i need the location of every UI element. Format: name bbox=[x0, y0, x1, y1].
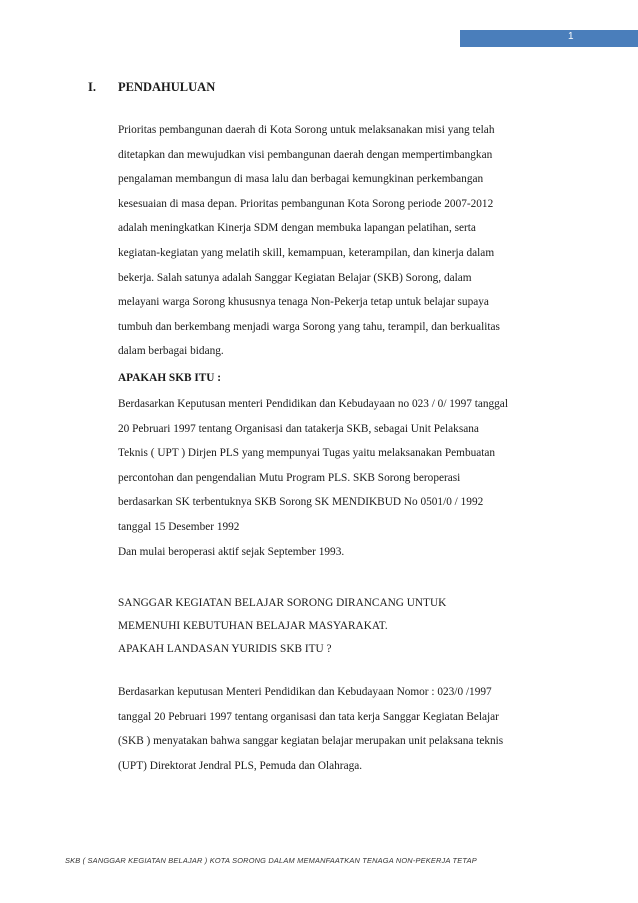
intro-paragraph bbox=[118, 118, 578, 364]
landasan-line: (SKB ) menyatakan bahwa sanggar kegiatan belajar merupakan unit pelaksana teknis bbox=[118, 735, 504, 748]
sanggar-line: SANGGAR KEGIATAN BELAJAR SORONG DIRANCANG UNTUK bbox=[118, 597, 447, 609]
skb-line: Berdasarkan Keputusan menteri Pendidikan dan Kebudayaan no 023 / 0/ 1997 tanggal bbox=[118, 398, 508, 410]
landasan-line: (UPT) Direktorat Jendral PLS, Pemuda dan Olahraga. bbox=[118, 759, 363, 772]
intro-line: tumbuh dan berkembang menjadi warga Sorong yang tahu, terampil, dan berkualitas bbox=[118, 320, 500, 333]
landasan-line: tanggal 20 Pebruari 1997 tentang organisasi dan tata kerja Sanggar Kegiatan Belajar bbox=[118, 710, 499, 723]
skb-line: berdasarkan SK terbentuknya SKB Sorong SK MENDIKBUD No 0501/0 / 1992 bbox=[118, 496, 484, 509]
skb-line: 20 Pebruari 1997 tentang Organisasi dan tatakerja SKB, sebagai Unit Pelaksana bbox=[118, 422, 479, 435]
skb-line: Dan mulai beroperasi aktif sejak September 1993. bbox=[118, 545, 345, 558]
intro-line: pengalaman membangun di masa lalu dan berbagai kemungkinan perkembangan bbox=[118, 173, 484, 186]
skb-line: tanggal 15 Desember 1992 bbox=[118, 520, 240, 533]
intro-line: kesesuaian di masa depan. Prioritas pembangunan Kota Sorong periode 2007-2012 bbox=[118, 197, 494, 210]
skb-line: percontohan dan pengendalian Mutu Program PLS. SKB Sorong beroperasi bbox=[118, 471, 461, 484]
landasan-line: Berdasarkan keputusan Menteri Pendidikan dan Kebudayaan Nomor : 023/0 /1997 bbox=[118, 686, 492, 698]
intro-line: ditetapkan dan mewujudkan visi pembangunan daerah dengan mempertimbangkan bbox=[118, 148, 493, 161]
sanggar-paragraph bbox=[118, 592, 578, 661]
skb-heading: APAKAH SKB ITU : bbox=[118, 372, 222, 384]
intro-line: kegiatan-kegiatan yang melatih skill, kemampuan, keterampilan, dan kinerja dalam bbox=[118, 246, 495, 259]
section-title: PENDAHULUAN bbox=[118, 80, 216, 94]
landasan-paragraph bbox=[118, 680, 578, 778]
intro-line: bekerja. Salah satunya adalah Sanggar Kegiatan Belajar (SKB) Sorong, dalam bbox=[118, 271, 472, 284]
section-number: I. bbox=[88, 80, 96, 94]
intro-line: adalah meningkatkan Kinerja SDM dengan membuka lapangan pelatihan, serta bbox=[118, 222, 476, 235]
skb-paragraph bbox=[118, 392, 578, 564]
skb-line: Teknis ( UPT ) Dirjen PLS yang mempunyai Tugas yaitu melaksanakan Pembuatan bbox=[118, 447, 496, 460]
intro-line: Prioritas pembangunan daerah di Kota Sorong untuk melaksanakan misi yang telah bbox=[118, 124, 495, 136]
page-number: 1 bbox=[568, 31, 574, 42]
page-number-bar bbox=[460, 30, 638, 47]
intro-line: melayani warga Sorong khususnya tenaga Non-Pekerja tetap untuk belajar supaya bbox=[118, 296, 489, 309]
sanggar-line: MEMENUHI KEBUTUHAN BELAJAR MASYARAKAT. bbox=[118, 620, 388, 632]
page-footer: SKB ( SANGGAR KEGIATAN BELAJAR ) KOTA SORONG DALAM MEMANFAATKAN TENAGA NON-PEKERJA TETAP bbox=[65, 856, 477, 865]
sanggar-line: APAKAH LANDASAN YURIDIS SKB ITU ? bbox=[118, 643, 332, 655]
intro-line: dalam berbagai bidang. bbox=[118, 345, 224, 358]
